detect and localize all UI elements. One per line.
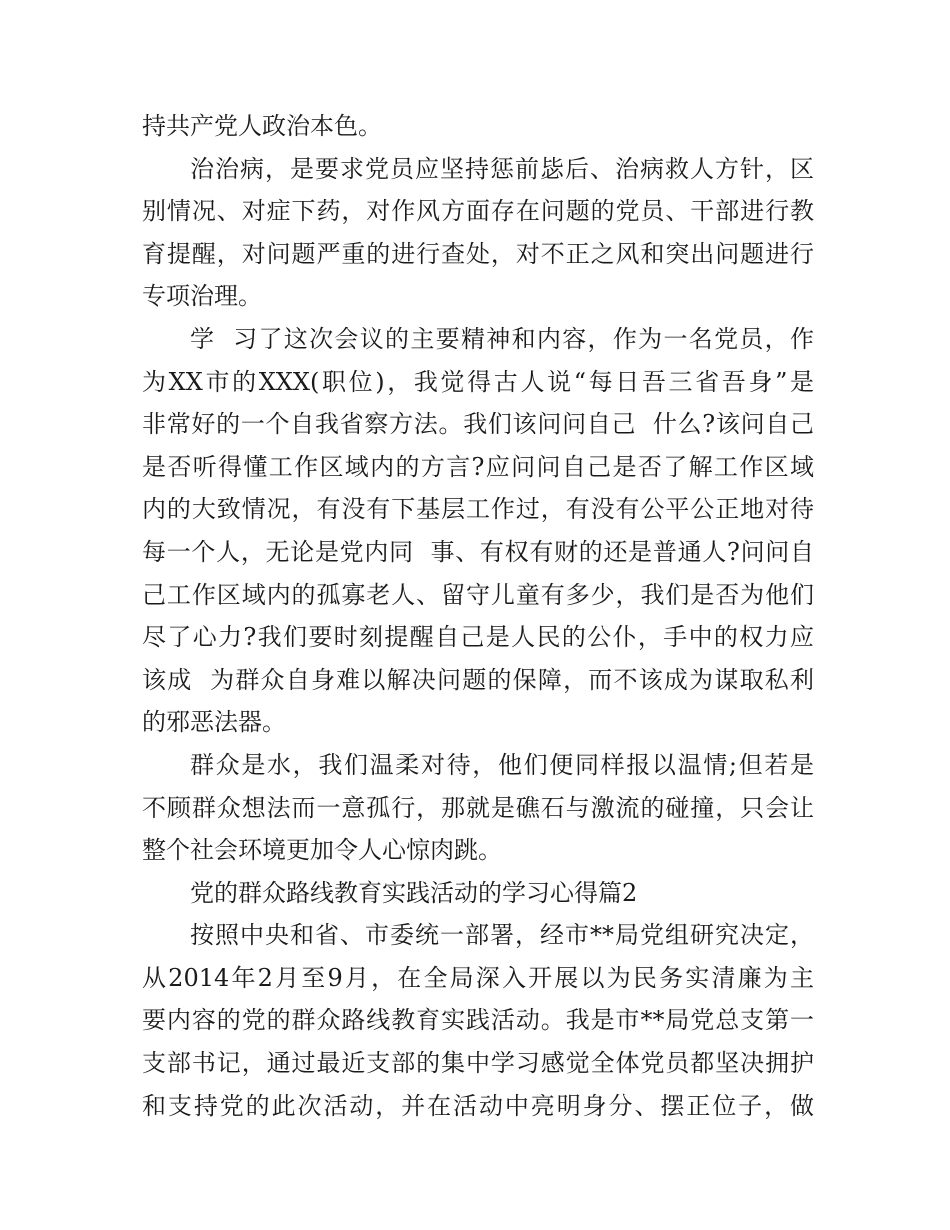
text-line: 己工作区域内的孤寡老人、留守儿童有多少，我们是否为他们: [142, 580, 814, 609]
text-line: 育提醒，对问题严重的进行查处，对不正之风和突出问题进行: [142, 239, 814, 268]
text-line: 为XX市的XXX(职位)，我觉得古人说“每日吾三省吾身”是: [142, 367, 814, 396]
text-line: 从2014年2月至9月，在全局深入开展以为民务实清廉为主: [142, 963, 814, 992]
text-line: 要内容的党的群众路线教育实践活动。我是市**局党总支第一: [142, 1006, 814, 1035]
body-text: [142, 105, 814, 1127]
text-line: 是否听得懂工作区域内的方言?应问问自己是否了解工作区域: [142, 452, 814, 481]
text-line: 尽了心力?我们要时刻提醒自己是人民的公仆，手中的权力应: [142, 623, 814, 652]
text-line: 内的大致情况，有没有下基层工作过，有没有公平公正地对待: [142, 495, 814, 524]
text-line: 该成 为群众自身难以解决问题的保障，而不该成为谋取私利: [142, 665, 814, 694]
text-line: 每一个人，无论是党内同 事、有权有财的还是普通人?问问自: [142, 537, 814, 566]
text-line: 非常好的一个自我省察方法。我们该问问自己 什么?该问自己: [142, 410, 814, 439]
text-line: 的邪恶法器。: [142, 708, 286, 737]
text-line: 群众是水，我们温柔对待，他们便同样报以温情;但若是: [190, 750, 814, 779]
text-line: 学 习了这次会议的主要精神和内容，作为一名党员，作: [190, 324, 814, 353]
text-line: 支部书记，通过最近支部的集中学习感觉全体党员都坚决拥护: [142, 1049, 814, 1078]
text-line: 整个社会环境更加令人心惊肉跳。: [142, 836, 502, 865]
text-line: 不顾群众想法而一意孤行，那就是礁石与激流的碰撞，只会让: [142, 793, 814, 822]
text-line: 和支持党的此次活动，并在活动中亮明身分、摆正位子，做: [142, 1091, 814, 1120]
text-line: 按照中央和省、市委统一部署，经市**局党组研究决定，: [190, 921, 814, 950]
text-line: 持共产党人政治本色。: [142, 112, 382, 140]
text-line: 别情况、对症下药，对作风方面存在问题的党员、干部进行教: [142, 197, 814, 226]
text-line: 治治病，是要求党员应坚持惩前毖后、治病救人方针，区: [190, 154, 814, 183]
text-line: 党的群众路线教育实践活动的学习心得篇2: [190, 878, 638, 907]
text-line: 专项治理。: [142, 282, 262, 311]
